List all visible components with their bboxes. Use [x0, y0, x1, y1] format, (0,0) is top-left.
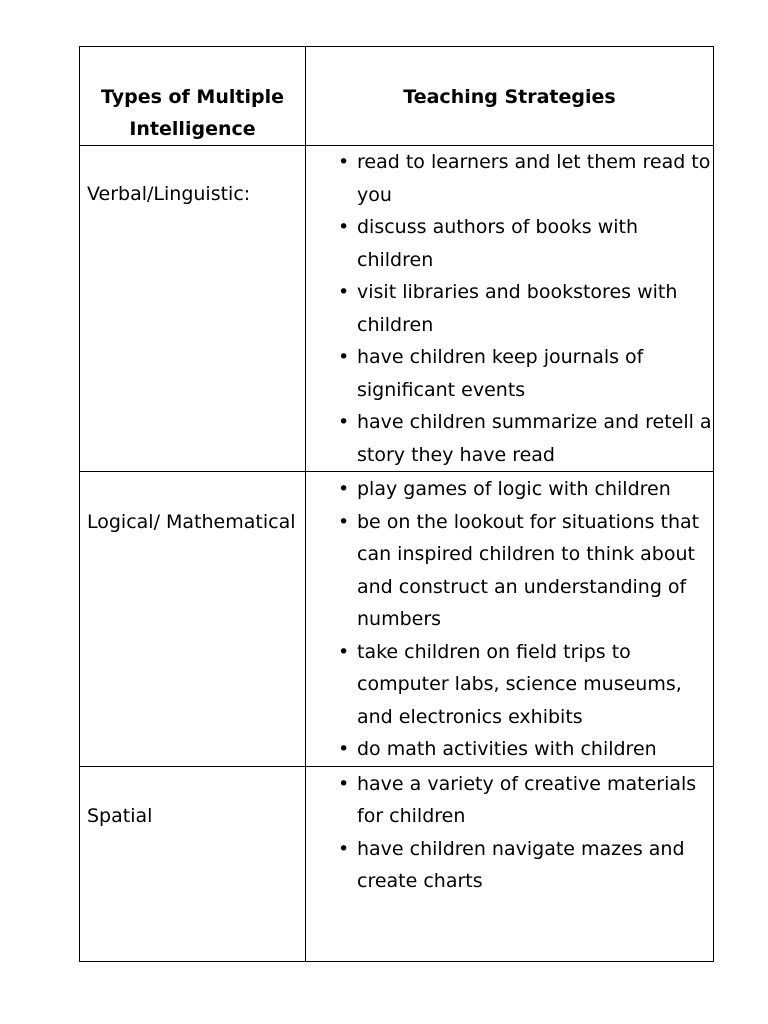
- type-cell-logical: [80, 472, 306, 767]
- bullet-icon: •: [338, 478, 350, 500]
- strategies-cell-logical: [306, 472, 714, 767]
- header-strategies-label: Teaching Strategies: [403, 86, 616, 108]
- strategy-text: visit libraries and bookstores with children: [357, 281, 678, 336]
- bullet-icon: •: [338, 837, 350, 860]
- type-label-logical: Logical/ Mathematical: [87, 511, 296, 533]
- header-types-label: Types of Multiple Intelligence: [101, 86, 284, 140]
- strategies-cell-verbal: [306, 146, 714, 472]
- bullet-icon: •: [338, 738, 350, 760]
- table-row: [80, 146, 714, 472]
- strategy-text: discuss authors of books with children: [357, 216, 639, 271]
- list-item: [338, 473, 713, 506]
- strategy-text: be on the lookout for situations that can inspired children to think about and construct an understanding of numbers: [357, 510, 700, 630]
- list-item: [338, 406, 713, 471]
- list-item: [338, 146, 713, 211]
- strategy-text: have a variety of creative materials for children: [357, 772, 697, 827]
- type-cell-spatial: [80, 766, 306, 961]
- strategy-text: have children navigate mazes and create charts: [357, 837, 685, 892]
- strategy-text: have children keep journals of significant events: [357, 346, 644, 401]
- strategies-cell-spatial: [306, 766, 714, 961]
- strategy-list-spatial: [306, 767, 713, 898]
- bullet-icon: •: [338, 346, 350, 368]
- header-types-of-intelligence: [80, 47, 306, 146]
- list-item: [338, 833, 713, 898]
- bullet-icon: •: [338, 772, 350, 795]
- intelligence-strategies-table: [79, 46, 714, 962]
- bullet-icon: •: [338, 640, 350, 663]
- list-item: [338, 636, 713, 734]
- strategy-text: have children summarize and retell a story they have read: [357, 411, 712, 466]
- type-label-spatial: Spatial: [87, 804, 153, 827]
- type-cell-verbal: [80, 146, 306, 472]
- list-item: [338, 733, 713, 766]
- strategy-text: play games of logic with children: [357, 478, 671, 500]
- type-label-verbal: Verbal/Linguistic:: [87, 183, 251, 205]
- bullet-icon: •: [338, 510, 350, 533]
- table-row: [80, 472, 714, 767]
- strategy-text: do math activities with children: [357, 738, 657, 760]
- strategy-text: read to learners and let them read to you: [357, 151, 711, 206]
- header-teaching-strategies: [306, 47, 714, 146]
- list-item: [338, 341, 713, 406]
- list-item: [338, 768, 713, 833]
- bullet-icon: •: [338, 151, 350, 173]
- list-item: [338, 506, 713, 636]
- bullet-icon: •: [338, 411, 350, 433]
- list-item: [338, 211, 713, 276]
- strategy-text: take children on field trips to computer labs, science museums, and electronics exhibits: [357, 640, 682, 728]
- bullet-icon: •: [338, 216, 350, 238]
- bullet-icon: •: [338, 281, 350, 303]
- table-header-row: [80, 47, 714, 146]
- table-row: [80, 766, 714, 961]
- strategy-list-logical: [306, 472, 713, 766]
- strategy-list-verbal: [306, 146, 713, 471]
- list-item: [338, 276, 713, 341]
